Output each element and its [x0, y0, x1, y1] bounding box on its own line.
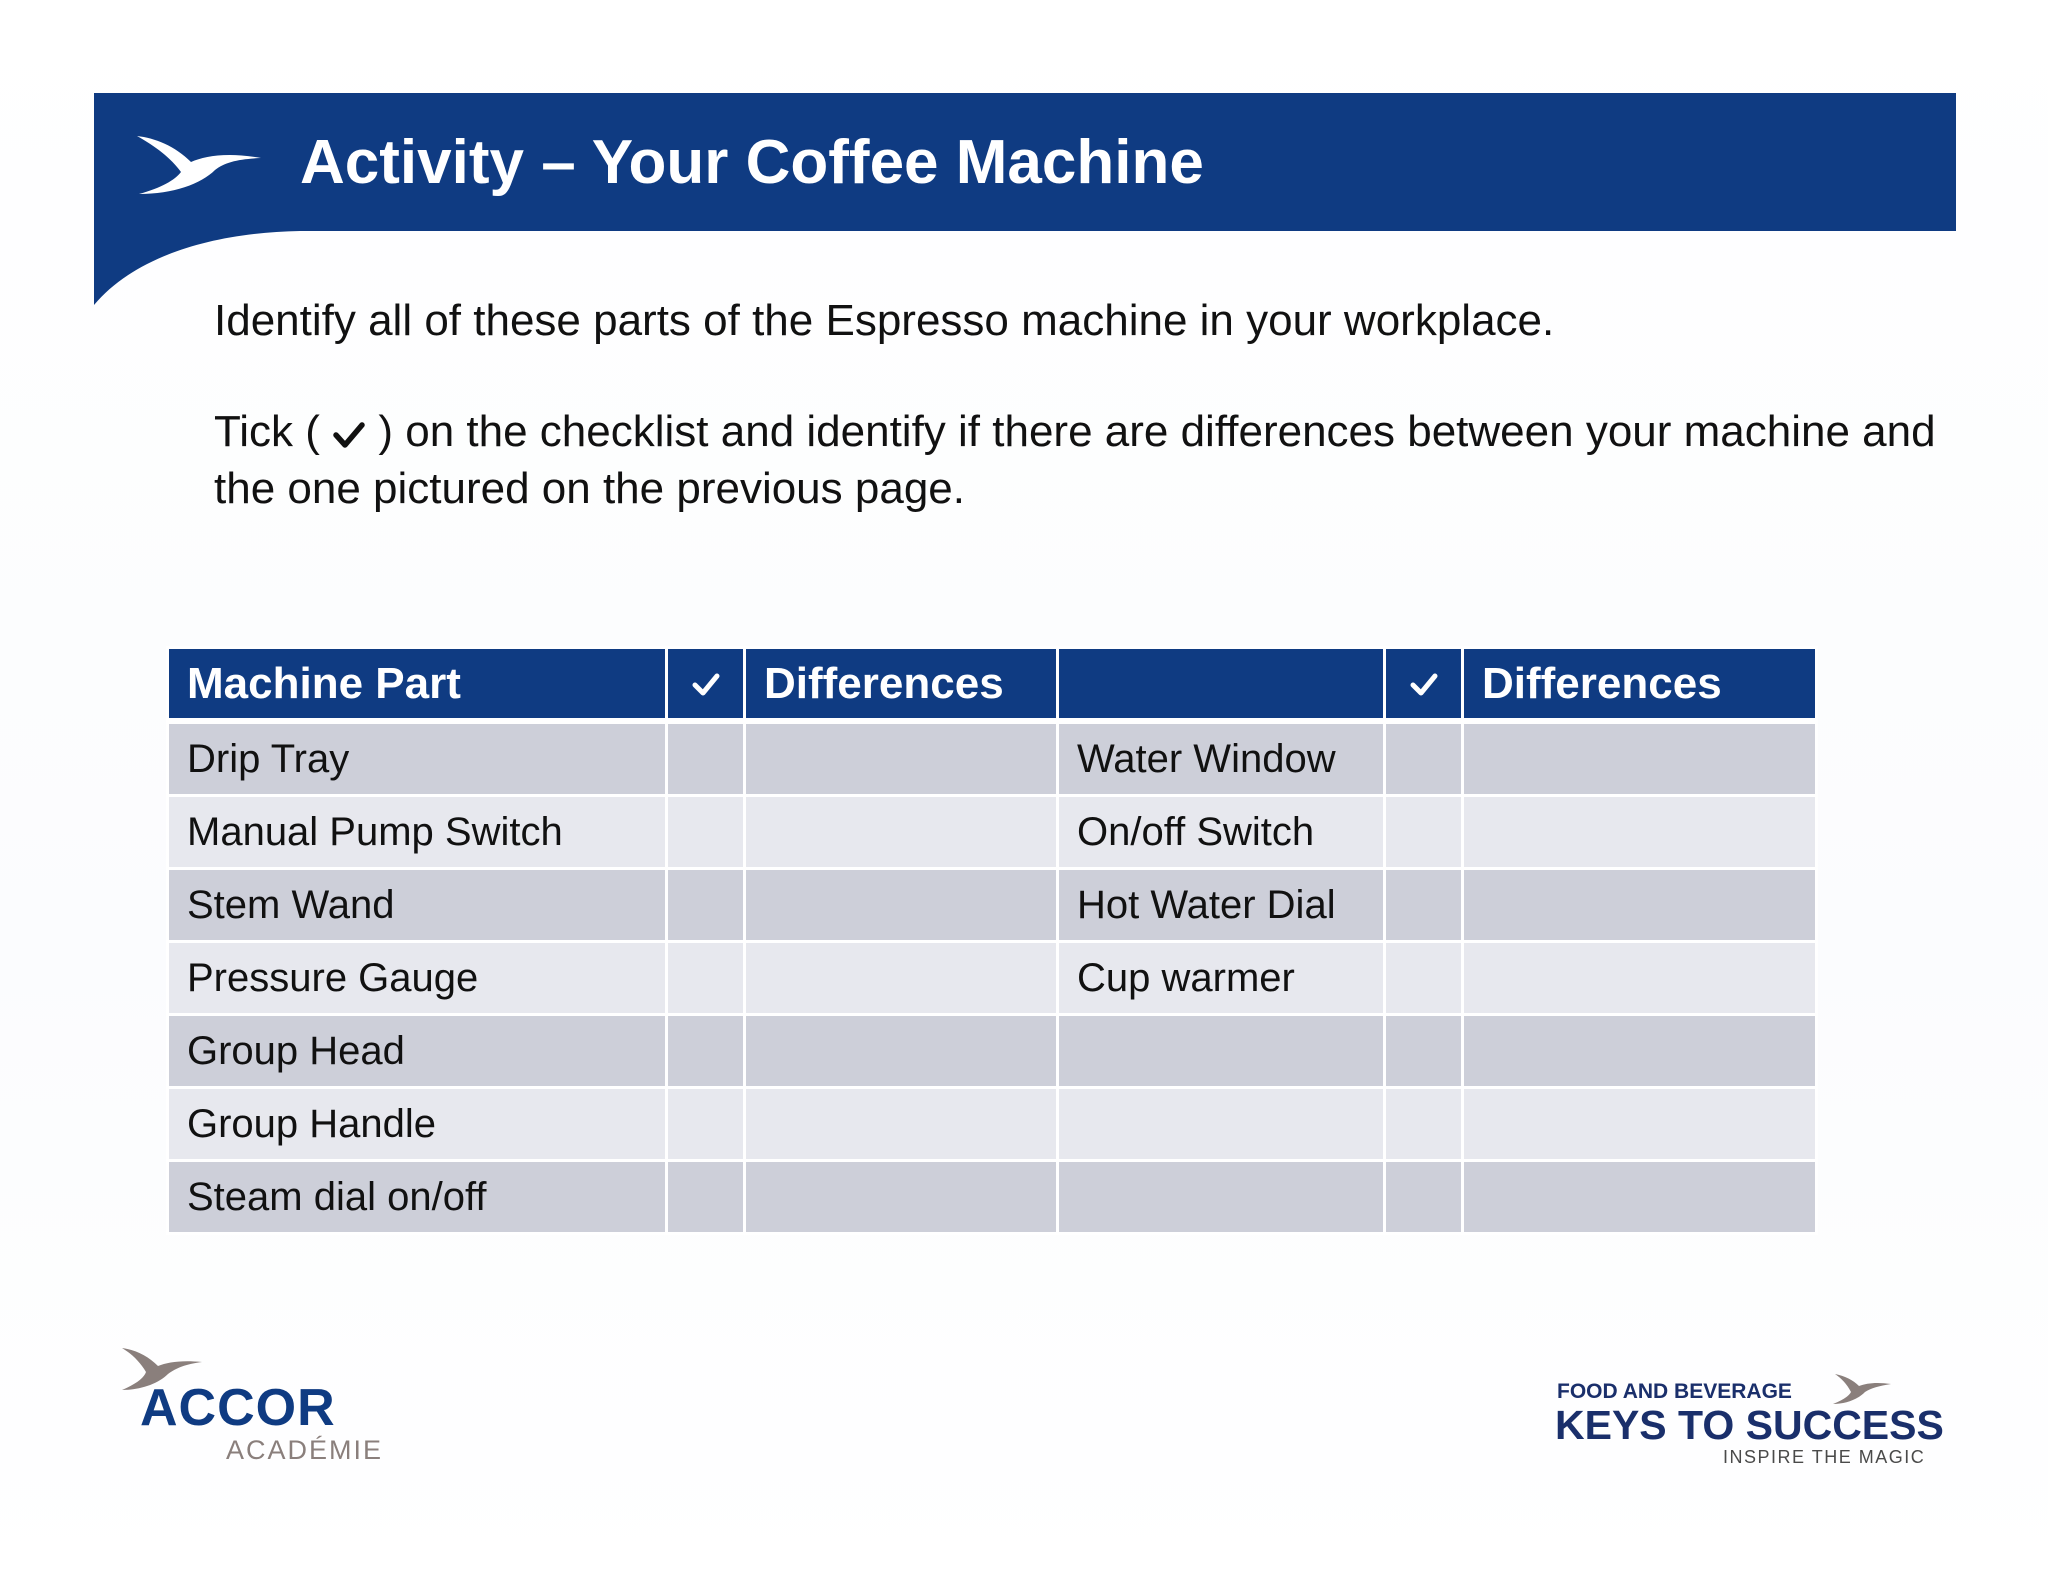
table-row — [168, 942, 1817, 1015]
accor-academie-logo — [110, 1340, 410, 1470]
differences-cell-2[interactable] — [1463, 796, 1817, 869]
accor-bird-icon — [1833, 1374, 1891, 1404]
machine-part-cell-2 — [1058, 1088, 1385, 1161]
machine-part-cell-2: Cup warmer — [1058, 942, 1385, 1015]
tick-cell-2[interactable] — [1385, 1088, 1463, 1161]
machine-part-cell-2 — [1058, 1161, 1385, 1234]
table-row — [168, 869, 1817, 942]
differences-cell-2[interactable] — [1463, 942, 1817, 1015]
tick-cell[interactable] — [667, 1088, 745, 1161]
table-row — [168, 1088, 1817, 1161]
machine-part-cell: Group Handle — [168, 1088, 667, 1161]
machine-part-cell: Group Head — [168, 1015, 667, 1088]
differences-cell-2[interactable] — [1463, 1088, 1817, 1161]
table-row — [168, 721, 1817, 796]
keys-to-success-logo — [1545, 1368, 1955, 1473]
instruction-tick-after: ) on the checklist and identify if there are differences between your machine and the one pictured on the previous page. — [214, 407, 1936, 513]
checkmark-icon — [1410, 672, 1438, 698]
differences-cell[interactable] — [745, 869, 1058, 942]
differences-cell[interactable] — [745, 1088, 1058, 1161]
differences-cell[interactable] — [745, 1015, 1058, 1088]
machine-part-cell-2 — [1058, 1015, 1385, 1088]
instruction-tick-before: Tick ( — [214, 407, 320, 456]
table-header-row — [168, 648, 1817, 722]
machine-part-cell-2: Water Window — [1058, 721, 1385, 796]
accor-academie-label: ACADÉMIE — [226, 1435, 384, 1465]
tick-cell[interactable] — [667, 1161, 745, 1234]
differences-cell-2[interactable] — [1463, 1015, 1817, 1088]
tick-cell-2[interactable] — [1385, 721, 1463, 796]
differences-cell-2[interactable] — [1463, 1161, 1817, 1234]
differences-cell[interactable] — [745, 796, 1058, 869]
checkmark-icon — [332, 420, 366, 450]
machine-part-cell-2: On/off Switch — [1058, 796, 1385, 869]
tick-cell-2[interactable] — [1385, 942, 1463, 1015]
machine-part-cell: Stem Wand — [168, 869, 667, 942]
machine-part-cell: Manual Pump Switch — [168, 796, 667, 869]
header-differences: Differences — [745, 648, 1058, 722]
checkmark-icon — [692, 672, 720, 698]
kts-tagline: INSPIRE THE MAGIC — [1723, 1447, 1926, 1467]
differences-cell[interactable] — [745, 1161, 1058, 1234]
machine-part-cell: Pressure Gauge — [168, 942, 667, 1015]
machine-part-cell: Steam dial on/off — [168, 1161, 667, 1234]
header-tick — [667, 648, 745, 722]
tick-cell[interactable] — [667, 721, 745, 796]
machine-part-cell: Drip Tray — [168, 721, 667, 796]
differences-cell-2[interactable] — [1463, 721, 1817, 796]
tick-cell[interactable] — [667, 796, 745, 869]
table-row — [168, 796, 1817, 869]
instruction-tick — [214, 403, 1954, 517]
tick-cell-2[interactable] — [1385, 1015, 1463, 1088]
machine-part-cell-2: Hot Water Dial — [1058, 869, 1385, 942]
kts-keys-to-success-label: KEYS TO SUCCESS — [1555, 1402, 1944, 1448]
header-differences-2: Differences — [1463, 648, 1817, 722]
accor-bird-icon — [135, 132, 265, 200]
table-row — [168, 1161, 1817, 1234]
kts-food-beverage-label: FOOD AND BEVERAGE — [1557, 1380, 1792, 1403]
page-title: Activity – Your Coffee Machine — [300, 128, 1204, 197]
accor-wordmark: ACCOR — [140, 1379, 336, 1437]
instruction-identify: Identify all of these parts of the Espresso machine in your workplace. — [214, 296, 1555, 345]
tick-cell-2[interactable] — [1385, 796, 1463, 869]
differences-cell[interactable] — [745, 721, 1058, 796]
table-row — [168, 1015, 1817, 1088]
tick-cell[interactable] — [667, 1015, 745, 1088]
header-machine-part: Machine Part — [168, 648, 667, 722]
tick-cell[interactable] — [667, 942, 745, 1015]
tick-cell-2[interactable] — [1385, 869, 1463, 942]
tick-cell[interactable] — [667, 869, 745, 942]
tick-cell-2[interactable] — [1385, 1161, 1463, 1234]
header-tick-2 — [1385, 648, 1463, 722]
checklist-table — [166, 646, 1818, 1235]
differences-cell[interactable] — [745, 942, 1058, 1015]
header-machine-part-2 — [1058, 648, 1385, 722]
differences-cell-2[interactable] — [1463, 869, 1817, 942]
